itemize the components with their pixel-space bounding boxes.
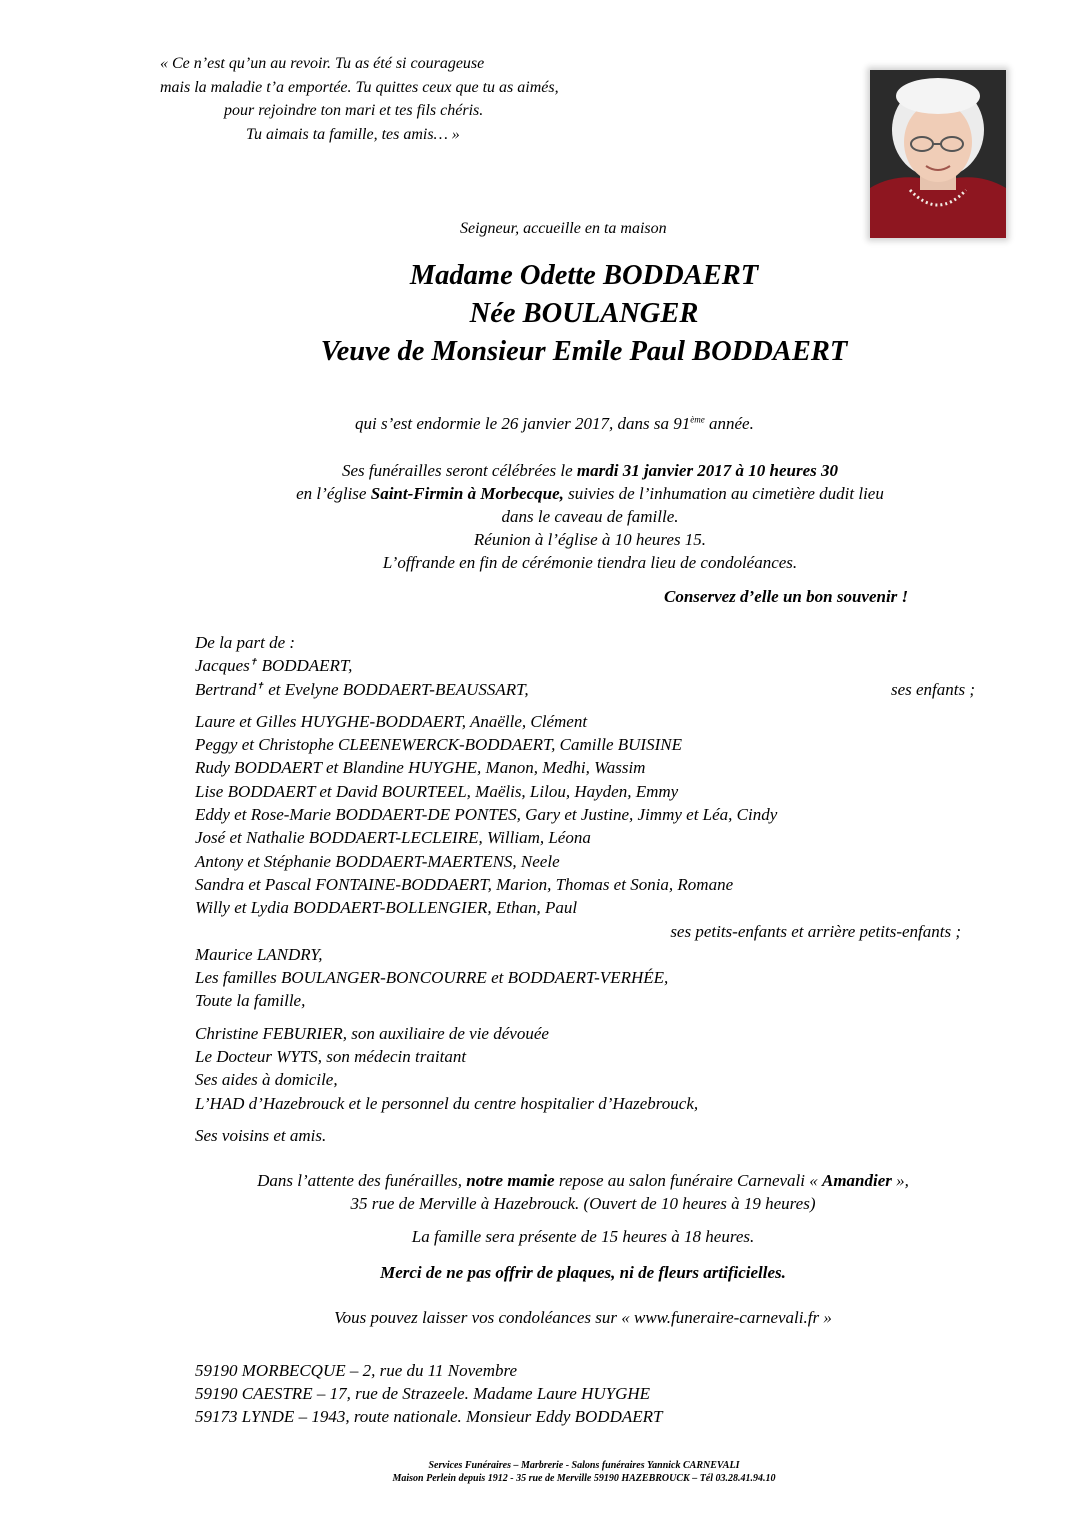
grandchildren-row: Rudy BODDAERT et Blandine HUYGHE, Manon, Medhi, Wassim (195, 758, 646, 778)
address-line: 59190 CAESTRE – 17, rue de Strazeele. Madame Laure HUYGHE (195, 1384, 651, 1403)
vault-line: dans le caveau de famille. (501, 507, 679, 526)
addresses (195, 1359, 662, 1428)
offering-line: L’offrande en fin de cérémonie tiendra lieu de condoléances. (382, 553, 798, 572)
quote-line: Tu aimais ta famille, tes amis… » (246, 125, 460, 143)
grandchildren-row: Sandra et Pascal FONTAINE-BODDAERT, Marion, Thomas et Sonia, Romane (195, 874, 734, 894)
condolences-note: Vous pouvez laisser vos condoléances sur « www.funeraire-carnevali.fr » (334, 1308, 832, 1327)
other-family-row: Les familles BOULANGER-BONCOURRE et BODDAERT-VERHÉE, (195, 968, 669, 988)
death-text-end: année. (704, 414, 754, 433)
meeting-line: Réunion à l’église à 10 heures 15. (473, 530, 707, 549)
repose-mamie: notre mamie (466, 1171, 555, 1190)
funeral-home-footer (0, 1459, 1075, 1485)
grandchildren-label: ses petits-enfants et arrière petits-enfants ; (670, 921, 961, 941)
funeral-church-line (0, 482, 1075, 505)
church-intro: en l’église (296, 484, 371, 503)
child-rest: BODDAERT, (257, 656, 353, 676)
caregiver-row: Ses aides à domicile, (195, 1070, 338, 1090)
death-announcement (355, 412, 754, 435)
repose-address: 35 rue de Merville à Hazebrouck. (Ouvert de 10 heures à 19 heures) (350, 1194, 816, 1213)
caregiver-row: L’HAD d’Hazebrouck et le personnel du centre hospitalier d’Hazebrouck, (195, 1093, 699, 1113)
funeral-date-line (0, 459, 1075, 482)
address-line: 59190 MORBECQUE – 2, rue du 11 Novembre (195, 1361, 518, 1380)
family-list (195, 631, 975, 1147)
child-rest: et Evelyne BODDAERT-BEAUSSART, (263, 679, 529, 699)
grandchildren-row: Eddy et Rose-Marie BODDAERT-DE PONTES, Gary et Justine, Jimmy et Léa, Cindy (195, 805, 778, 825)
opening-quote (160, 52, 559, 146)
children-label: ses enfants ; (890, 679, 975, 699)
grandchildren-label-row (195, 920, 961, 943)
quote-line: pour rejoindre ton mari et tes fils chéris. (224, 102, 484, 119)
repose-intro: Dans l’attente des funérailles, (257, 1171, 467, 1190)
repose-end: », (891, 1171, 909, 1190)
footer-line: Maison Perlein depuis 1912 - 35 rue de Merville 59190 HAZEBROUCK – Tél 03.28.41.94.10 (392, 1473, 776, 1484)
quote-line: mais la maladie t’a emportée. Tu quittes ceux que tu as aimés, (160, 78, 559, 96)
deceased-names (0, 257, 1075, 371)
other-family-row: Toute la famille, (195, 991, 306, 1011)
death-text: qui s’est endormie le 26 janvier 2017, dans sa 91 (355, 414, 691, 433)
funeral-date: mardi 31 janvier 2017 à 10 heures 30 (576, 461, 839, 480)
other-family-row: Maurice LANDRY, (195, 944, 323, 964)
maiden-name: Née BOULANGER (469, 298, 699, 329)
cross-mark: ✝ (249, 656, 258, 667)
portrait-illustration (870, 70, 1006, 238)
repose-salon: repose au salon funéraire Carnevali « (554, 1171, 822, 1190)
church-name: Saint-Firmin à Morbecque, (370, 484, 564, 503)
caregiver-row: Christine FEBURIER, son auxiliaire de vie dévouée (195, 1023, 549, 1043)
burial-text: suivies de l’inhumation au cimetière dudit lieu (563, 484, 884, 503)
child-name: Jacques (195, 656, 250, 676)
child-jacques (195, 654, 975, 677)
funeral-date-intro: Ses funérailles seront célébrées le (341, 461, 577, 480)
widow-of: Veuve de Monsieur Emile Paul BODDAERT (320, 336, 848, 367)
family-presence: La famille sera présente de 15 heures à 18 heures. (411, 1227, 755, 1246)
caregiver-row: Le Docteur WYTS, son médecin traitant (195, 1047, 467, 1067)
deceased-name: Madame Odette BODDAERT (409, 260, 759, 291)
grandchildren-row: José et Nathalie BODDAERT-LECLEIRE, William, Léona (195, 828, 591, 848)
no-flowers-note: Merci de ne pas offrir de plaques, ni de fleurs artificielles. (380, 1263, 786, 1282)
child-name: Bertrand (195, 679, 257, 699)
grandchildren-row: Laure et Gilles HUYGHE-BODDAERT, Anaëlle, Clément (195, 711, 588, 731)
memory-line: Conservez d’elle un bon souvenir ! (664, 587, 909, 606)
grandchildren-row: Willy et Lydia BODDAERT-BOLLENGIER, Ethan, Paul (195, 898, 578, 918)
cross-mark: ✝ (256, 679, 264, 690)
address-line: 59173 LYNDE – 1943, route nationale. Monsieur Eddy BODDAERT (195, 1407, 663, 1426)
prayer-line: Seigneur, accueille en ta maison (460, 220, 667, 237)
grandchildren-row: Antony et Stéphanie BODDAERT-MAERTENS, Neele (195, 851, 560, 871)
death-superscript: ème (690, 414, 705, 425)
footer-line: Services Funéraires – Marbrerie - Salons funéraires Yannick CARNEVALI (428, 1460, 740, 1471)
repose-details (0, 1169, 1075, 1215)
quote-line: « Ce n’est qu’un au revoir. Tu as été si courageuse (160, 55, 485, 72)
portrait-photo (870, 70, 1006, 238)
child-bertrand (195, 678, 975, 701)
neighbors-row: Ses voisins et amis. (195, 1125, 327, 1145)
repose-room: Amandier (822, 1171, 892, 1190)
grandchildren-row: Peggy et Christophe CLEENEWERCK-BODDAERT, Camille BUISINE (195, 735, 682, 755)
grandchildren-row: Lise BODDAERT et David BOURTEEL, Maëlis, Lilou, Hayden, Emmy (195, 781, 679, 801)
funeral-details (0, 459, 1075, 574)
repose-line (0, 1169, 1075, 1192)
from-label: De la part de : (195, 633, 296, 652)
